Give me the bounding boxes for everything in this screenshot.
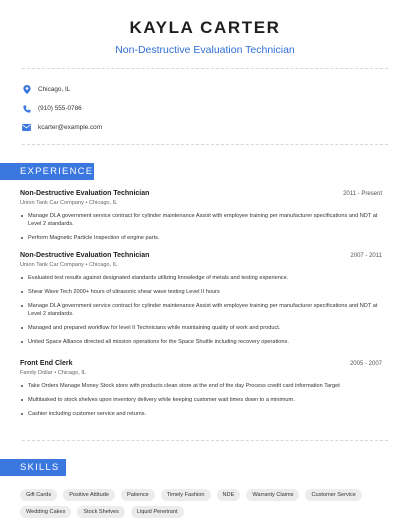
- contact-email[interactable]: [22, 118, 322, 137]
- job-dates: 2005 - 2007: [349, 361, 382, 367]
- job-bullets: [20, 274, 382, 346]
- location-pin-icon: [22, 85, 31, 94]
- candidate-title: Non-Destructive Evaluation Technician: [115, 44, 295, 56]
- experience-divider: [22, 440, 388, 441]
- bullet-item: Cashier including customer service and returns.: [20, 410, 382, 418]
- skill-tag: Customer Service: [305, 489, 361, 501]
- skill-tag: Stock Shelves: [77, 506, 124, 518]
- job-bullets: [20, 212, 382, 242]
- skill-tag: NDE: [217, 489, 241, 501]
- bullet-item: Manage DLA government service contract for cylinder maintenance Assist with employee training per manufacturer specifications and NDT at Level 2 standards.: [20, 212, 382, 228]
- bullet-item: Perform Magnetic Particle Inspection of engine parts.: [20, 234, 382, 242]
- bullet-item: Managed and prepared workflow for level II Technicians while maintaining quality of work and product.: [20, 324, 382, 332]
- candidate-name: KAYLA CARTER: [129, 18, 281, 37]
- experience-section-header: [0, 163, 94, 180]
- job-dates: 2011 - Present: [343, 191, 382, 197]
- contact-phone: [22, 99, 322, 118]
- job-role: Front End Clerk: [20, 360, 73, 367]
- phone-icon: [22, 104, 31, 113]
- contact-location: [22, 80, 322, 99]
- experience-entry: [20, 252, 382, 352]
- experience-section-title: EXPERIENCE: [20, 166, 94, 177]
- job-company: Union Tank Car Company • Chicago, IL: [20, 262, 118, 268]
- job-company: Union Tank Car Company • Chicago, IL: [20, 200, 118, 206]
- bullet-item: Multitasked to stock shelves upon inventory delivery while keeping customer wait times down to a minimum.: [20, 396, 382, 404]
- skills-section-title: SKILLS: [20, 462, 60, 473]
- job-company: Family Dollar • Chicago, IL: [20, 370, 86, 376]
- skill-tag: Timely Fashion: [161, 489, 211, 501]
- contact-location-text: Chicago, IL: [38, 86, 71, 93]
- job-bullets: [20, 382, 382, 418]
- job-dates: 2007 - 2011: [350, 253, 382, 259]
- bullet-item: Manage DLA government service contract for cylinder maintenance Assist with employee training per manufacturer specifications and NDT at Level 2 standards.: [20, 302, 382, 318]
- skill-tag: Gift Cards: [20, 489, 57, 501]
- bullet-item: United Space Alliance directed all mission operations for the Space Shuttle including recovery operations.: [20, 338, 382, 346]
- skill-tag: Wedding Cakes: [20, 506, 71, 518]
- bullet-item: Take Orders Manage Money Stock store with products clean store at the end of the day Process credit card information Target: [20, 382, 382, 390]
- header-divider: [22, 68, 388, 69]
- skill-tag: Positive Attitude: [63, 489, 115, 501]
- skills-section-header: [0, 459, 66, 476]
- skill-tag: Liquid Penetrant: [131, 506, 184, 518]
- bullet-item: Shear Wave Tech 2000+ hours of ultrasonic shear wave testing Level II hours: [20, 288, 382, 296]
- job-role: Non-Destructive Evaluation Technician: [20, 252, 150, 259]
- email-icon: [22, 123, 31, 132]
- contact-phone-text: (910) 555-0786: [38, 105, 82, 112]
- experience-entry: [20, 360, 382, 424]
- experience-entry: [20, 190, 382, 248]
- skills-list: [20, 489, 395, 523]
- contact-email-text[interactable]: kcarter@example.com: [38, 124, 103, 131]
- contact-info: [22, 80, 322, 137]
- job-role: Non-Destructive Evaluation Technician: [20, 190, 150, 197]
- contact-divider: [22, 144, 388, 145]
- skill-tag: Patience: [121, 489, 155, 501]
- bullet-item: Evaluated test results against designated standards utilizing knowledge of metals and testing experience.: [20, 274, 382, 282]
- resume-header: [0, 18, 410, 56]
- skill-tag: Warranty Claims: [246, 489, 299, 501]
